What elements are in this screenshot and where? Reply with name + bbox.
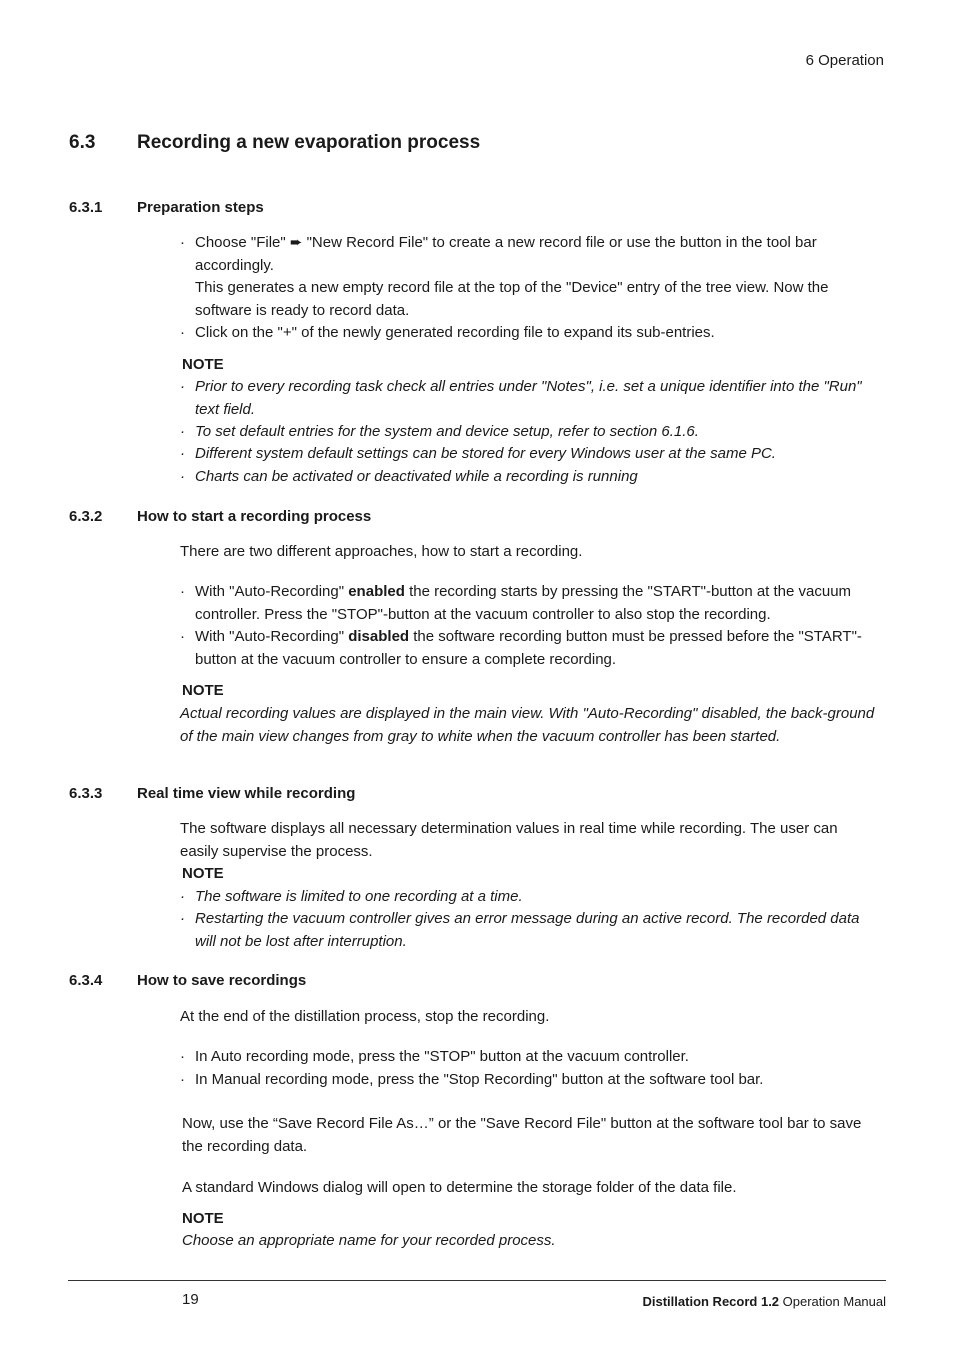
bullet-icon: · (180, 324, 185, 341)
page-number: 19 (182, 1291, 199, 1308)
list-item-text: "New Record File" to create a new record file or use the button in the tool bar accordingly. (195, 234, 817, 274)
note-text: Actual recording values are displayed in the main view. With "Auto-Recording" disabled, the back-ground of the main view changes from gray to white when the vacuum controller has been started. (180, 705, 875, 745)
section-heading (69, 132, 480, 154)
note-text: Different system default settings can be stored for every Windows user at the same PC. (195, 445, 776, 462)
note-text: To set default entries for the system and device setup, refer to section 6.1.6. (195, 423, 699, 440)
emphasis: disabled (348, 628, 410, 645)
subsection-title: Real time view while recording (137, 785, 356, 802)
list-item (180, 581, 875, 626)
note-item (180, 376, 875, 421)
list-item-text: In Auto recording mode, press the "STOP" button at the vacuum controller. (195, 1048, 689, 1065)
note-item (180, 908, 875, 953)
note-label: NOTE (182, 1210, 224, 1227)
note-item (180, 443, 875, 466)
bullet-icon: · (180, 888, 185, 905)
bullet-icon: · (180, 445, 185, 462)
list-item (180, 1046, 875, 1069)
bullet-icon: · (180, 628, 185, 645)
paragraph: A standard Windows dialog will open to determine the storage folder of the data file. (182, 1179, 737, 1196)
list-item (180, 232, 875, 277)
note-item (180, 466, 875, 489)
list-item (180, 322, 875, 345)
paragraph: There are two different approaches, how to start a recording. (180, 543, 583, 560)
list-item-continuation (180, 277, 875, 322)
bullet-icon: · (180, 583, 185, 600)
note-label: NOTE (182, 865, 224, 882)
subsection-title: How to start a recording process (137, 508, 372, 525)
subsection-number: 6.3.3 (69, 785, 103, 802)
running-header: 6 Operation (805, 52, 884, 69)
note-label: NOTE (182, 682, 224, 699)
arrow-icon: ➨ (289, 234, 303, 251)
bullet-icon: · (180, 1048, 185, 1065)
note-item (180, 886, 875, 909)
product-name: Distillation Record 1.2 (642, 1294, 780, 1309)
bullet-icon: · (180, 423, 185, 440)
note-text: Choose an appropriate name for your recorded process. (182, 1232, 556, 1249)
list-item-text: In Manual recording mode, press the "Stop Recording" button at the software tool bar. (195, 1071, 764, 1088)
bullet-icon: · (180, 1071, 185, 1088)
subsection-title: How to save recordings (137, 972, 307, 989)
subsection-heading-632 (69, 508, 371, 525)
section-title: Recording a new evaporation process (137, 132, 481, 153)
bullet-icon: · (180, 378, 185, 395)
list-item-text: With "Auto-Recording" (195, 628, 349, 645)
manual-label: Operation Manual (779, 1294, 886, 1309)
subsection-heading-634 (69, 972, 306, 989)
paragraph: Now, use the “Save Record File As…” or the "Save Record File" button at the software tool bar to save the recording data. (182, 1115, 862, 1155)
list-item-text: the software recording button must be pressed before the "START"-button at the vacuum controller to ensure a complete recording. (195, 628, 862, 668)
note-label: NOTE (182, 356, 224, 373)
subsection-number: 6.3.1 (69, 199, 103, 216)
subsection-title: Preparation steps (137, 199, 264, 216)
footer-divider (68, 1280, 886, 1281)
list-item (180, 1069, 875, 1092)
list-item-text: This generates a new empty record file at the top of the "Device" entry of the tree view. Now the software is ready to record data. (195, 279, 829, 319)
list-item-text: Click on the "+" of the newly generated recording file to expand its sub-entries. (195, 324, 715, 341)
note-text: The software is limited to one recording at a time. (195, 888, 523, 905)
note-text: Restarting the vacuum controller gives an error message during an active record. The recorded data will not be lost after interruption. (195, 910, 860, 950)
subsection-number: 6.3.2 (69, 508, 103, 525)
list-item-text: With "Auto-Recording" (195, 583, 349, 600)
list-item-text: Choose "File" (195, 234, 290, 251)
paragraph: The software displays all necessary determination values in real time while recording. The user can easily supervise the process. (180, 820, 838, 860)
note-text: Charts can be activated or deactivated while a recording is running (195, 468, 638, 485)
bullet-icon: · (180, 910, 185, 927)
paragraph: At the end of the distillation process, stop the recording. (180, 1008, 550, 1025)
note-text: Prior to every recording task check all entries under "Notes", i.e. set a unique identifier into the "Run" text field. (195, 378, 862, 418)
bullet-icon: · (180, 468, 185, 485)
subsection-heading-631 (69, 199, 264, 216)
footer-title (643, 1294, 887, 1309)
section-number: 6.3 (69, 132, 96, 153)
bullet-icon: · (180, 234, 185, 251)
list-item (180, 626, 875, 671)
note-item (180, 421, 875, 444)
subsection-number: 6.3.4 (69, 972, 103, 989)
subsection-heading-633 (69, 785, 355, 802)
list-item-text: the recording starts by pressing the "START"-button at the vacuum controller. Press the "STOP"-button at the vacuum controller to also stop the recording. (195, 583, 852, 623)
emphasis: enabled (348, 583, 405, 600)
